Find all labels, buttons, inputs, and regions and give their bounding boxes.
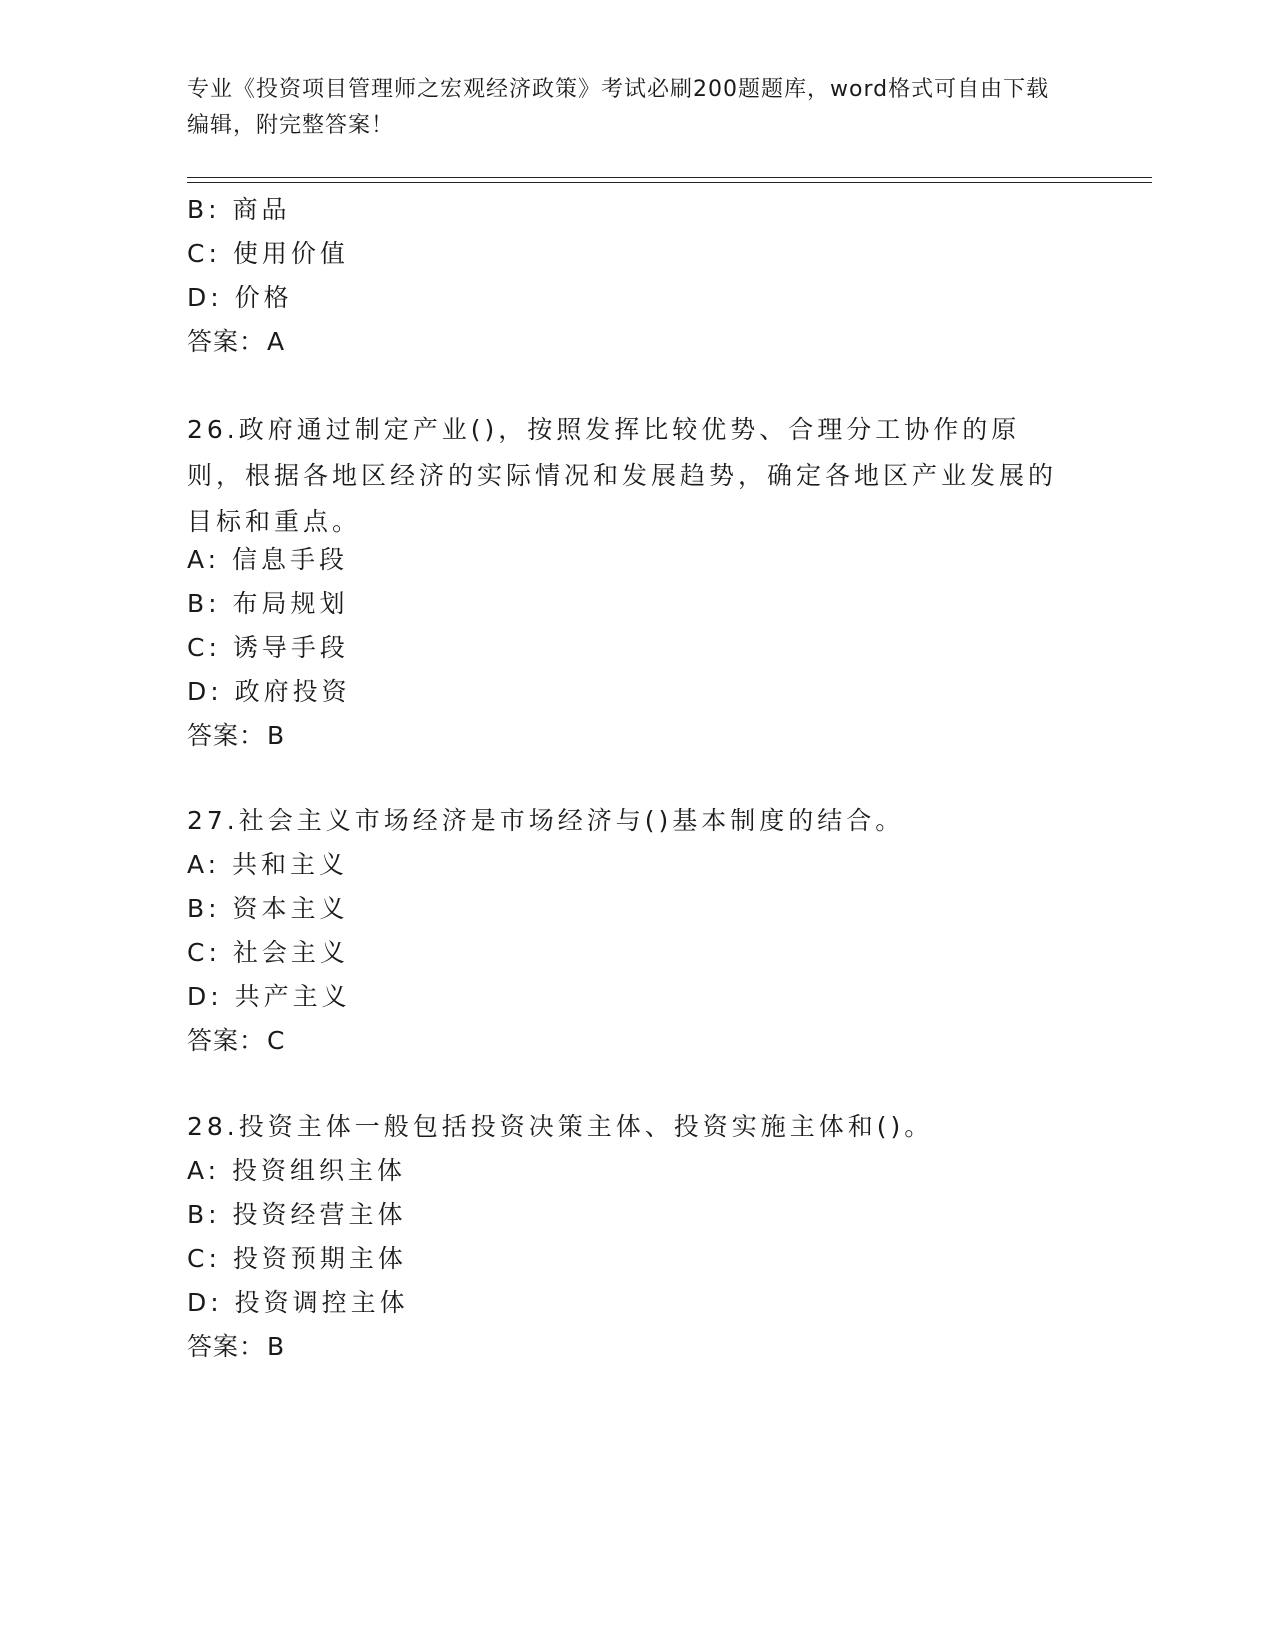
option-b: [187, 588, 349, 620]
option-letter: A:: [187, 1156, 221, 1185]
option-c: [187, 1243, 407, 1275]
answer-line: [187, 720, 285, 752]
option-letter: D:: [187, 982, 223, 1011]
document-header: 专业《投资项目管理师之宏观经济政策》考试必刷200题题库，word格式可自由下载编辑，附完整答案！: [187, 77, 1050, 138]
header-divider-top: [187, 177, 1152, 178]
header-divider-bottom: [187, 182, 1152, 183]
option-b: [187, 893, 349, 925]
option-text: 共产主义: [234, 982, 351, 1011]
option-letter: B:: [187, 589, 221, 618]
answer-label: 答案：: [187, 1026, 266, 1055]
answer-line: [187, 326, 285, 358]
option-text: 资本主义: [232, 894, 349, 923]
option-a: [187, 849, 348, 881]
option-letter: D:: [187, 677, 223, 706]
option-c: [187, 937, 349, 969]
option-text: 使用价值: [232, 239, 349, 268]
option-text: 价格: [234, 283, 293, 312]
answer-value: B: [267, 721, 286, 750]
option-letter: C:: [187, 938, 221, 967]
option-b: [187, 1199, 407, 1231]
option-letter: B:: [187, 894, 221, 923]
option-text: 诱导手段: [232, 633, 349, 662]
answer-label: 答案：: [187, 721, 266, 750]
option-letter: B:: [187, 195, 221, 224]
option-letter: D:: [187, 283, 223, 312]
answer-line: [187, 1331, 285, 1363]
answer-label: 答案：: [187, 1332, 266, 1361]
option-text: 信息手段: [232, 545, 349, 574]
question-27-text: 27.社会主义市场经济是市场经济与()基本制度的结合。: [187, 806, 905, 835]
answer-value: B: [267, 1332, 286, 1361]
option-text: 商品: [232, 195, 291, 224]
option-d: [187, 282, 293, 314]
option-letter: D:: [187, 1288, 223, 1317]
answer-value: A: [267, 327, 286, 356]
answer-label: 答案：: [187, 327, 266, 356]
option-letter: A:: [187, 850, 221, 879]
option-a: [187, 544, 348, 576]
option-letter: C:: [187, 239, 221, 268]
option-letter: B:: [187, 1200, 221, 1229]
question-26-text: 26.政府通过制定产业()，按照发挥比较优势、合理分工协作的原则，根据各地区经济的实际情况和发展趋势，确定各地区产业发展的目标和重点。: [187, 415, 1058, 536]
question-28-text: 28.投资主体一般包括投资决策主体、投资实施主体和()。: [187, 1112, 934, 1141]
option-text: 政府投资: [234, 677, 351, 706]
option-text: 共和主义: [232, 850, 349, 879]
option-letter: C:: [187, 633, 221, 662]
option-text: 社会主义: [232, 938, 349, 967]
option-d: [187, 1287, 409, 1319]
option-d: [187, 676, 351, 708]
option-b: [187, 194, 291, 226]
option-c: [187, 632, 349, 664]
option-text: 投资经营主体: [232, 1200, 407, 1229]
option-a: [187, 1155, 406, 1187]
option-letter: C:: [187, 1244, 221, 1273]
option-text: 投资组织主体: [232, 1156, 407, 1185]
answer-value: C: [267, 1026, 286, 1055]
option-d: [187, 981, 351, 1013]
answer-line: [187, 1025, 285, 1057]
option-letter: A:: [187, 545, 221, 574]
option-text: 布局规划: [232, 589, 349, 618]
option-text: 投资调控主体: [234, 1288, 409, 1317]
option-text: 投资预期主体: [232, 1244, 407, 1273]
option-c: [187, 238, 349, 270]
